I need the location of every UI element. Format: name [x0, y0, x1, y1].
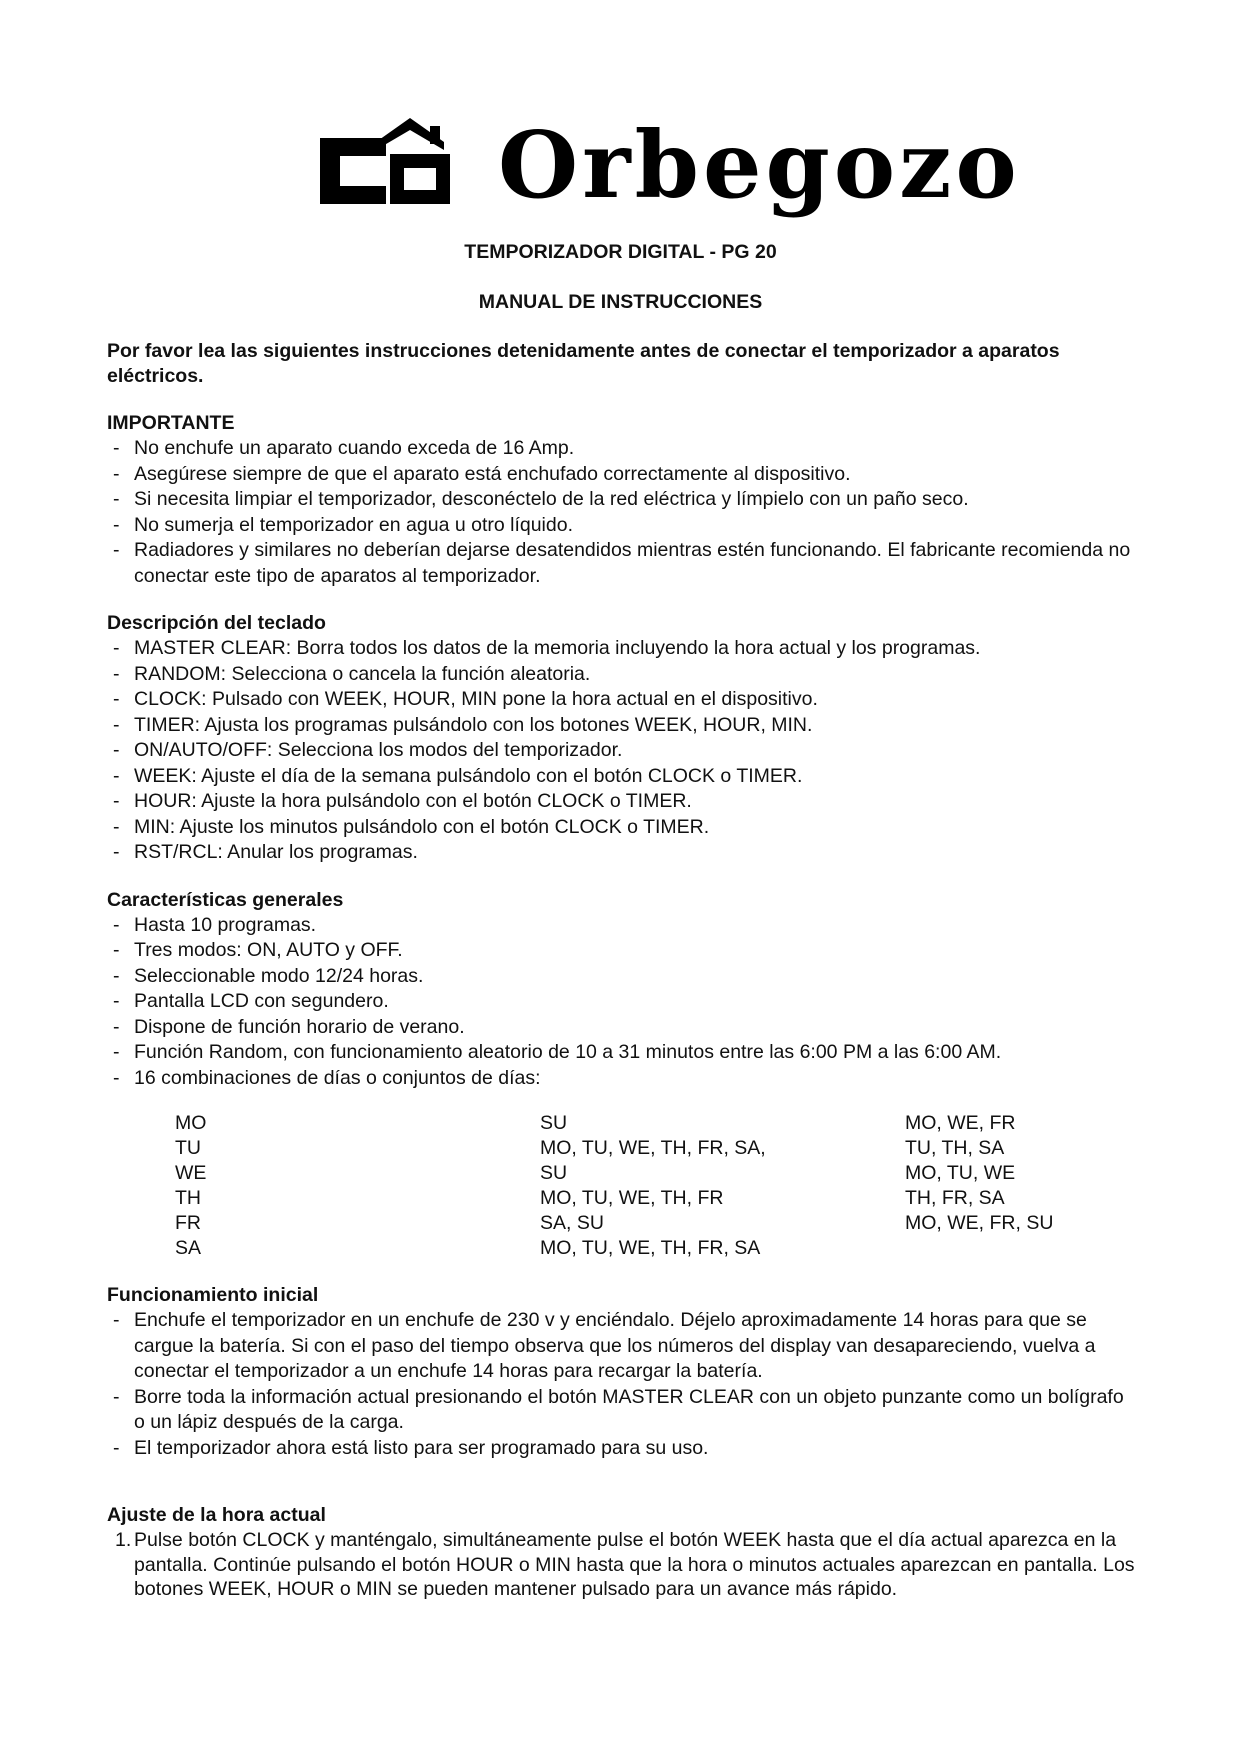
day-cell: SU — [540, 1112, 568, 1134]
list-item: - Dispone de función horario de verano. — [107, 1015, 1137, 1041]
list-item: - Enchufe el temporizador en un enchufe de 230 v y enciéndalo. Déjelo aproximadamente 14 horas para que se cargue la batería. Si con el paso del tiempo observa que los números del display van desapareciendo, vuelva a conectar el temporizador a un enchufe 14 horas para recargar la batería. — [107, 1308, 1137, 1385]
list-item: - HOUR: Ajuste la hora pulsándolo con el botón CLOCK o TIMER. — [107, 789, 1137, 815]
list-item: - 16 combinaciones de días o conjuntos de días: — [107, 1066, 1137, 1092]
day-cell: MO, WE, FR, SU — [905, 1212, 1054, 1234]
list-item: - Radiadores y similares no deberían dejarse desatendidos mientras estén funcionando. El fabricante recomienda no conectar este tipo de aparatos al temporizador. — [107, 538, 1137, 589]
brand-wordmark: Orbegozo — [498, 111, 1021, 219]
list-item: - RANDOM: Selecciona o cancela la función aleatoria. — [107, 662, 1137, 688]
day-cell: TU — [175, 1137, 201, 1159]
item-text: Pulse botón CLOCK y manténgalo, simultáneamente pulse el botón WEEK hasta que el día actual aparezca en la pantalla. Continúe pulsando el botón HOUR o MIN hasta que la hora o minutos actuales aparezcan en pantalla. Los botones WEEK, HOUR o MIN se pueden mantener pulsado para un avance más rápido. — [134, 1529, 1135, 1600]
list-item: - ON/AUTO/OFF: Selecciona los modos del temporizador. — [107, 738, 1137, 764]
day-cell: MO, TU, WE, TH, FR, SA, — [540, 1137, 766, 1159]
day-cell: SA — [175, 1237, 202, 1259]
list-item: - Seleccionable modo 12/24 horas. — [107, 964, 1137, 990]
document-subtitle: MANUAL DE INSTRUCCIONES — [478, 291, 763, 313]
day-cell: SU — [540, 1162, 568, 1184]
ajuste-list — [107, 1528, 1137, 1602]
importante-list — [107, 436, 1137, 589]
list-item: - MIN: Ajuste los minutos pulsándolo con el botón CLOCK o TIMER. — [107, 815, 1137, 841]
day-cell: SA, SU — [540, 1212, 604, 1234]
list-item: - Asegúrese siempre de que el aparato está enchufado correctamente al dispositivo. — [107, 462, 1137, 488]
numbered-item — [107, 1528, 1137, 1602]
list-item: - No sumerja el temporizador en agua u otro líquido. — [107, 513, 1137, 539]
list-item: - CLOCK: Pulsado con WEEK, HOUR, MIN pone la hora actual en el dispositivo. — [107, 687, 1137, 713]
day-cell: MO, WE, FR — [905, 1112, 1016, 1134]
section-heading-ajuste: Ajuste de la hora actual — [107, 1504, 326, 1526]
intro-paragraph: Por favor lea las siguientes instrucciones detenidamente antes de conectar el temporizador a aparatos eléctricos. — [107, 340, 1060, 387]
list-item: - Función Random, con funcionamiento aleatorio de 10 a 31 minutos entre las 6:00 PM a las 6:00 AM. — [107, 1040, 1137, 1066]
day-cell: MO, TU, WE — [905, 1162, 1016, 1184]
section-heading-funcionamiento: Funcionamiento inicial — [107, 1284, 319, 1306]
day-column-3 — [905, 1111, 1175, 1261]
list-item: - No enchufe un aparato cuando exceda de 16 Amp. — [107, 436, 1137, 462]
list-item: - WEEK: Ajuste el día de la semana pulsándolo con el botón CLOCK o TIMER. — [107, 764, 1137, 790]
day-column-1 — [175, 1111, 540, 1261]
caracteristicas-list — [107, 913, 1137, 1092]
list-item: - Hasta 10 programas. — [107, 913, 1137, 939]
funcionamiento-list — [107, 1308, 1137, 1461]
list-item: - Tres modos: ON, AUTO y OFF. — [107, 938, 1137, 964]
day-combinations-table — [175, 1111, 1137, 1261]
day-cell: MO, TU, WE, TH, FR, SA — [540, 1237, 761, 1259]
list-item: - Pantalla LCD con segundero. — [107, 989, 1137, 1015]
section-heading-caracteristicas: Características generales — [107, 888, 344, 911]
section-heading-teclado: Descripción del teclado — [107, 612, 326, 634]
house-logo-icon — [320, 118, 490, 218]
list-item: - Si necesita limpiar el temporizador, desconéctelo de la red eléctrica y límpielo con un paño seco. — [107, 487, 1137, 513]
document-title: TEMPORIZADOR DIGITAL - PG 20 — [464, 241, 777, 263]
list-item: - El temporizador ahora está listo para ser programado para su uso. — [107, 1436, 1137, 1462]
list-item: - MASTER CLEAR: Borra todos los datos de la memoria incluyendo la hora actual y los programas. — [107, 636, 1137, 662]
list-item: - TIMER: Ajusta los programas pulsándolo con los botones WEEK, HOUR, MIN. — [107, 713, 1137, 739]
day-cell: TH, FR, SA — [905, 1187, 1005, 1209]
section-heading-importante: IMPORTANTE — [107, 412, 235, 434]
item-number: 1. — [115, 1529, 132, 1551]
day-cell: FR — [175, 1212, 201, 1234]
day-cell: TU, TH, SA — [905, 1137, 1005, 1159]
day-cell: TH — [175, 1187, 201, 1209]
list-item: - RST/RCL: Anular los programas. — [107, 840, 1137, 866]
list-item: - Borre toda la información actual presionando el botón MASTER CLEAR con un objeto punzante como un bolígrafo o un lápiz después de la carga. — [107, 1385, 1137, 1436]
day-column-2 — [540, 1111, 905, 1261]
brand-logo — [320, 111, 1021, 219]
teclado-list — [107, 636, 1137, 866]
day-cell: WE — [175, 1162, 207, 1184]
day-cell: MO — [175, 1112, 207, 1134]
document-body — [107, 339, 1137, 1602]
day-cell: MO, TU, WE, TH, FR — [540, 1187, 724, 1209]
